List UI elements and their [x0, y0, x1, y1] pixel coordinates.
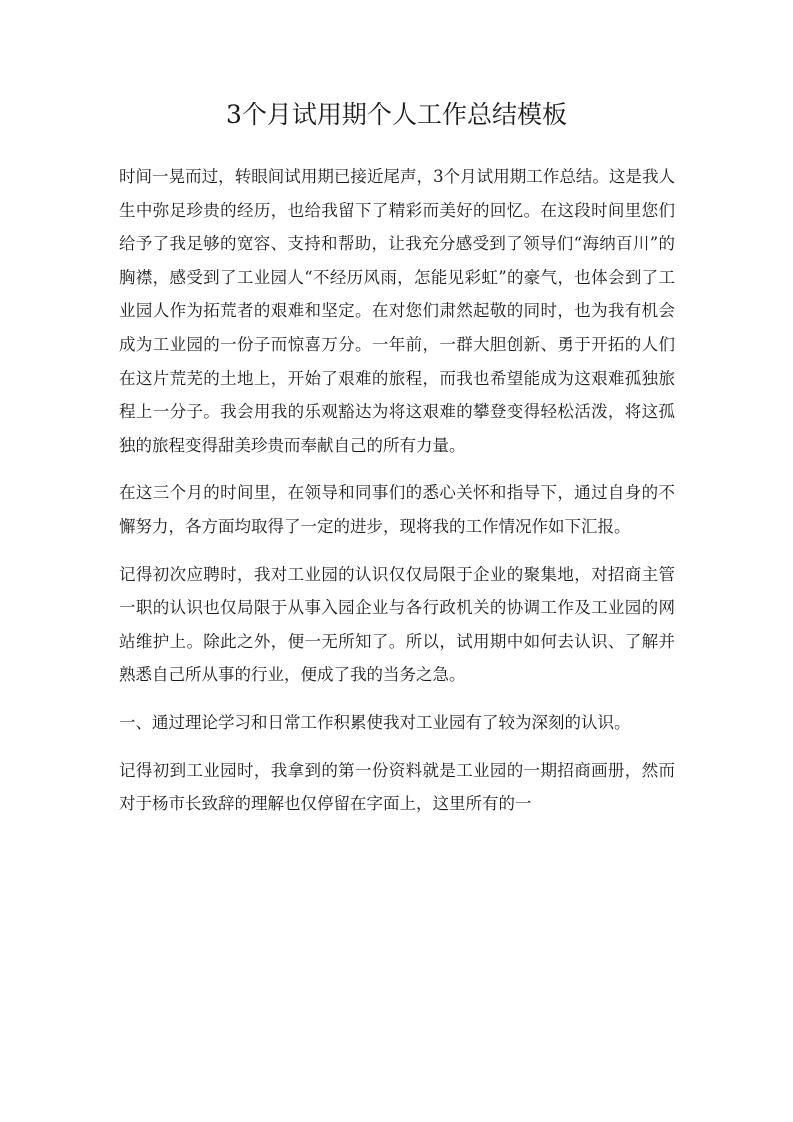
paragraph-first-day: 记得初到工业园时，我拿到的第一份资料就是工业园的一期招商画册，然而对于杨市长致辞的理解也仅停留在字面上，这里所有的一 — [119, 760, 675, 814]
paragraph-summary: 在这三个月的时间里，在领导和同事们的悉心关怀和指导下，通过自身的不懈努力，各方面均取得了一定的进步，现将我的工作情况作如下汇报。 — [119, 483, 675, 536]
paragraph-intro: 时间一晃而过，转眼间试用期已接近尾声，3个月试用期工作总结。这是我人生中弥足珍贵的经历，也给我留下了精彩而美好的回忆。在这段时间里您们给予了我足够的宽容、支持和帮助，让我充分感受到了领导们“海纳百川”的胸襟，感受到了工业园人“不经历风雨，怎能见彩虹”的豪气，也体会到了工业园人作为拓荒者的艰难和坚定。在对您们肃然起敬的同时，也为我有机会成为工业园的一份子而惊喜万分。一年前，一群大胆创新、勇于开拓的人们在这片荒芜的土地上，开始了艰难的旅程，而我也希望能成为这艰难孤独旅程上一分子。我会用我的乐观豁达为将这艰难的攀登变得轻松活泼，将这孤独的旅程变得甜美珍贵而奉献自己的所有力量。 — [119, 167, 675, 455]
paragraph-recruitment: 记得初次应聘时，我对工业园的认识仅仅局限于企业的聚集地，对招商主管一职的认识也仅局限于从事入园企业与各行政机关的协调工作及工业园的网站维护上。除此之外，便一无所知了。所以，试用期中如何去认识、了解并熟悉自己所从事的行业，便成了我的当务之急。 — [119, 564, 675, 685]
document-title: 3个月试用期个人工作总结模板 — [226, 100, 567, 129]
section-heading-one: 一、通过理论学习和日常工作积累使我对工业园有了较为深刻的认识。 — [119, 712, 631, 732]
document-body — [119, 160, 675, 835]
